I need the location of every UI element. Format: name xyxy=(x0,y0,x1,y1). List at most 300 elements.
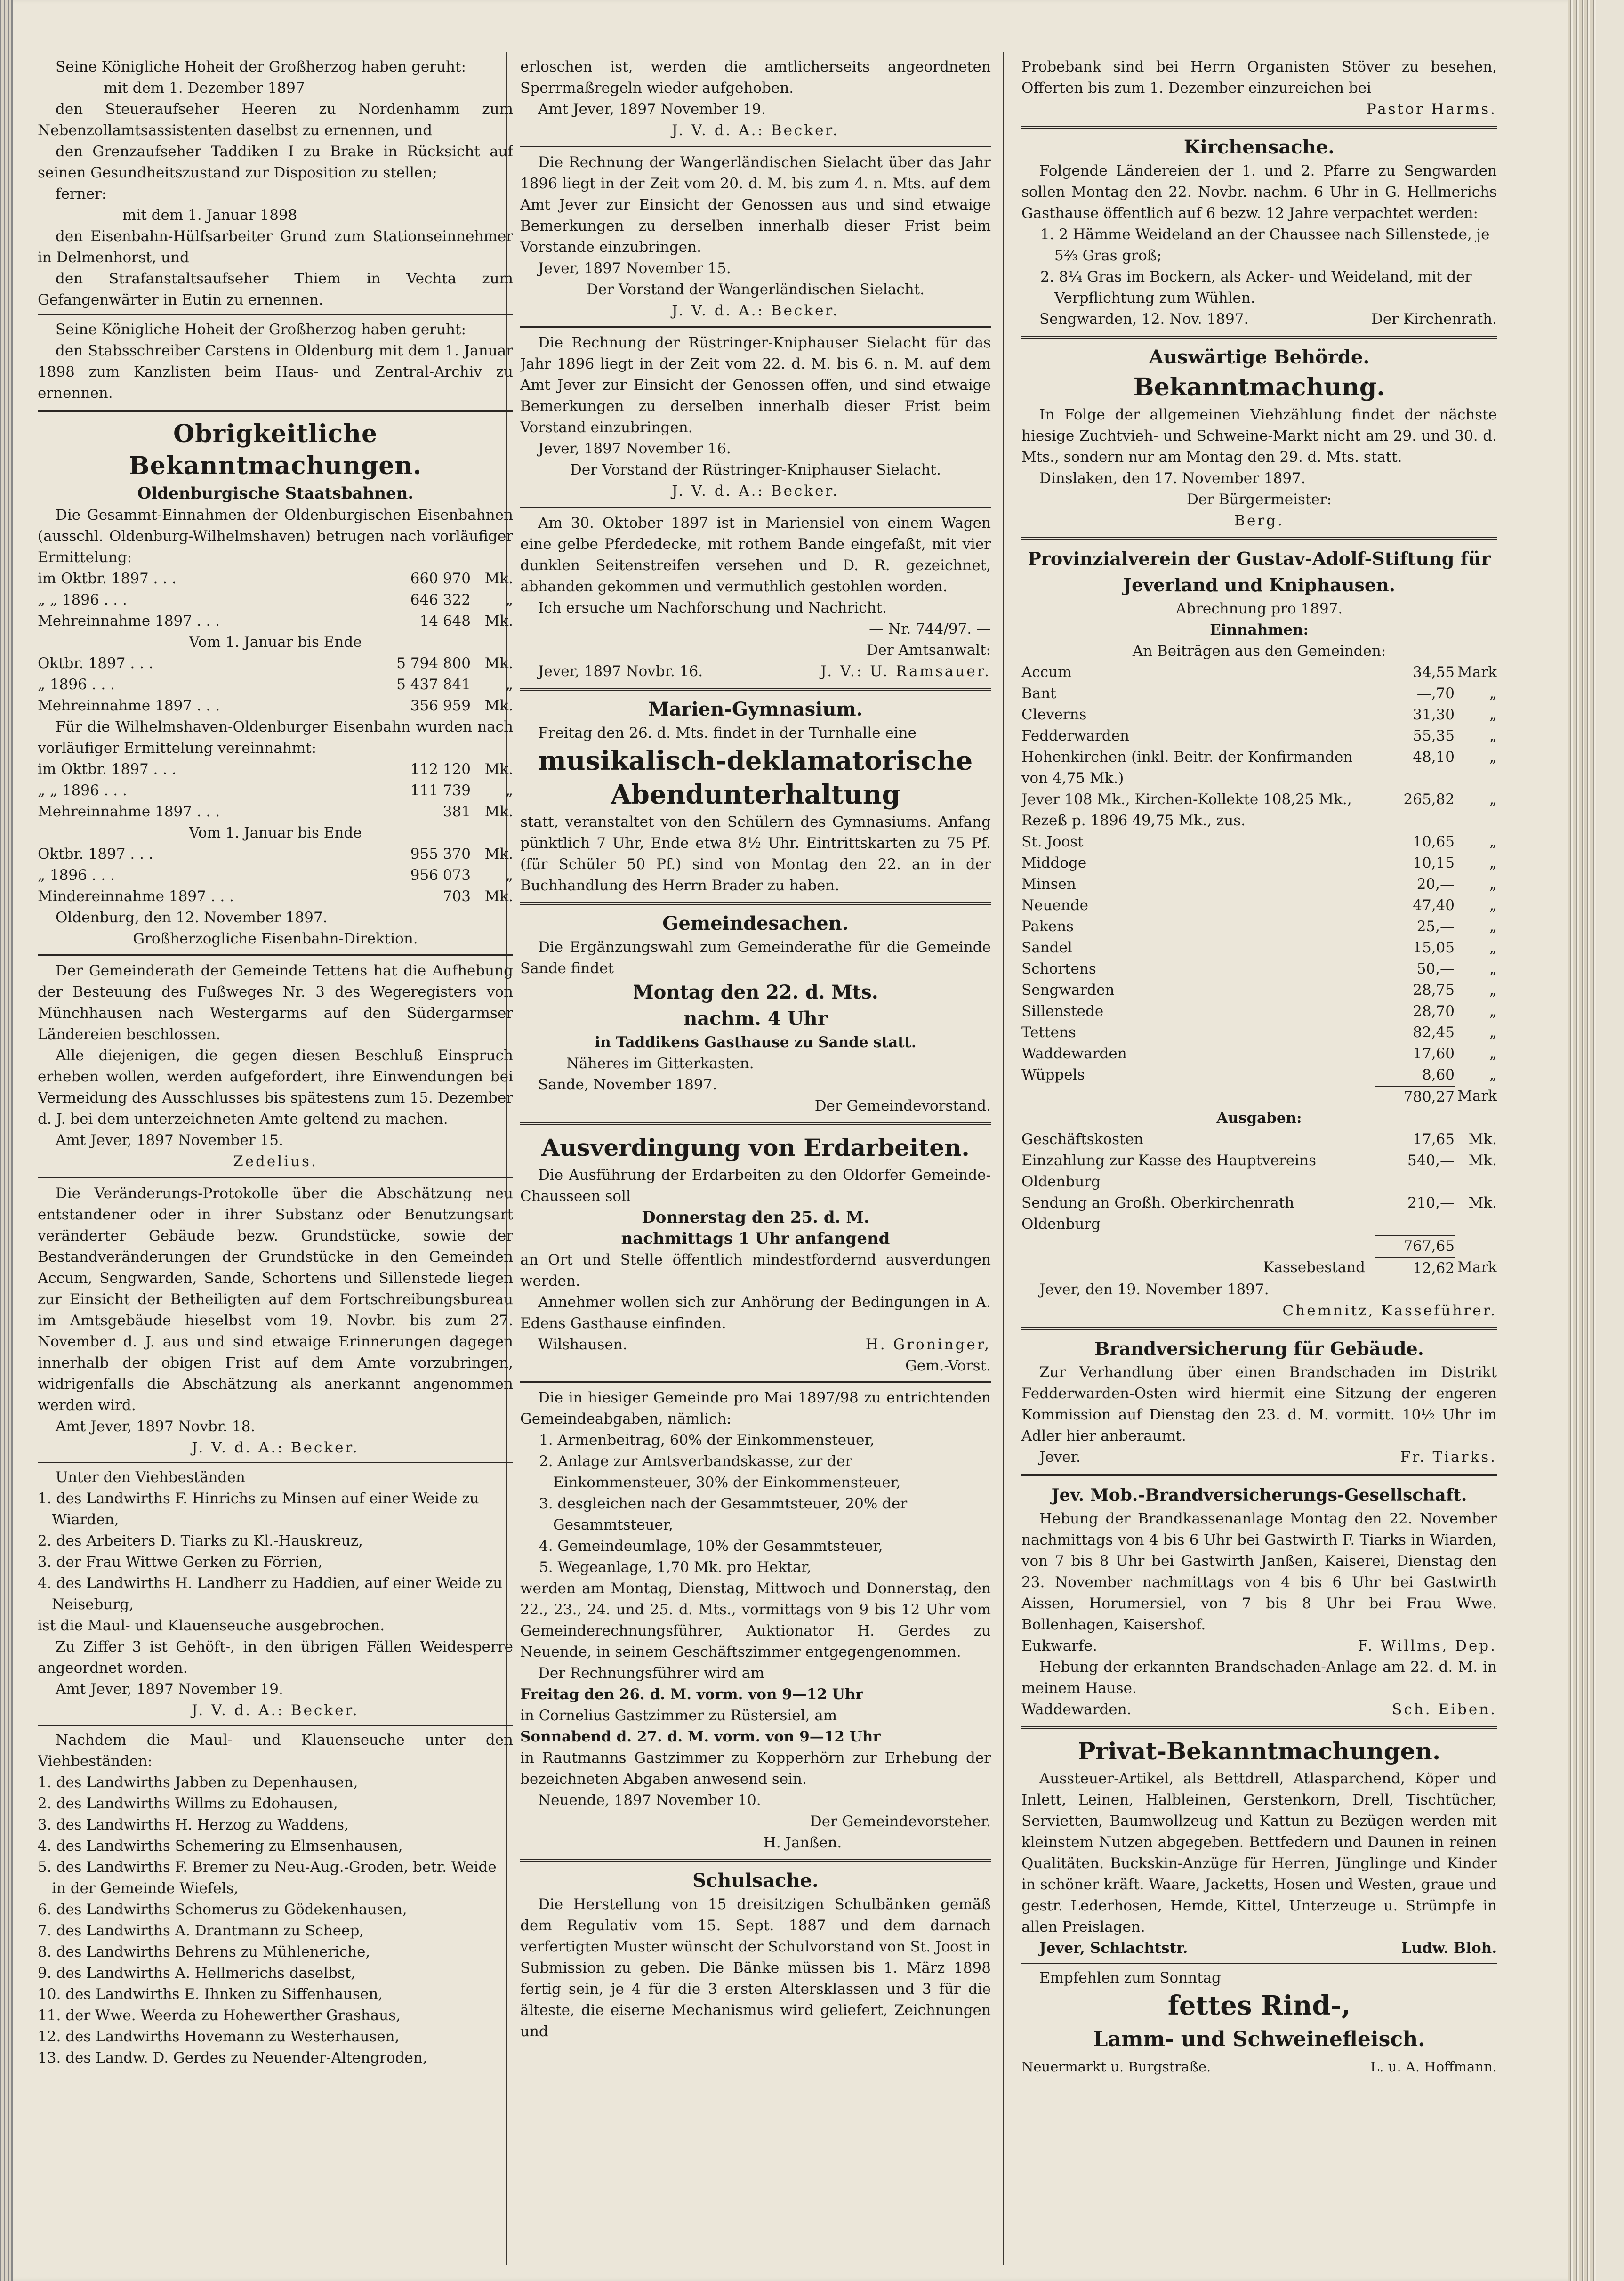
notice-text: Hebung der erkannten Brandschaden-Anlage am 22. d. M. in meinem Hause. xyxy=(1021,1659,1497,1697)
income-row-unit: „ xyxy=(1489,982,1497,999)
divider xyxy=(1021,1474,1497,1476)
section-subtitle: Oldenburgische Staatsbahnen. xyxy=(137,484,414,503)
notice-text: Folgende Ländereien der 1. und 2. Pfarre zu Sengwarden sollen Montag den 22. Novbr. nachm. 6 Uhr in G. Hellmerichs Gasthause öffentlich auf 6 bezw. 12 Jahre verpachtet werden: xyxy=(1021,162,1497,222)
table-cell: Mindereinnahme 1897 . . . xyxy=(38,888,234,905)
notice-auswaertige xyxy=(1021,344,1497,532)
table-cell: Mehreinnahme 1897 . . . xyxy=(38,697,220,714)
notice-gemeindeabgaben xyxy=(520,1387,991,1854)
table-cell: 646 322 xyxy=(410,591,471,608)
ad-headline: Abendunterhaltung xyxy=(611,779,900,810)
cash-balance-row xyxy=(1021,1257,1497,1279)
income-row-label: Sandel xyxy=(1021,939,1072,956)
notice-place: Jever. xyxy=(1039,1449,1081,1466)
section-title: Privat-Bekanntmachungen. xyxy=(1077,1737,1441,1765)
divider xyxy=(38,954,513,956)
ad-address: Neuermarkt u. Burgstraße. xyxy=(1021,2059,1211,2075)
ad-headline: musikalisch-deklamatorische xyxy=(538,745,973,776)
notice-tettens xyxy=(38,960,513,1172)
section-title: Obrigkeitliche Bekanntmachungen. xyxy=(129,419,422,480)
divider xyxy=(38,314,513,315)
notice-signature: J. V.: U. Ramsauer. xyxy=(820,663,991,680)
divider xyxy=(38,1725,513,1726)
notice-schulsache xyxy=(520,1868,991,2042)
ad-time-bold: nachmittags 1 Uhr anfangend xyxy=(621,1229,890,1248)
revenue-table-2 xyxy=(38,653,513,717)
section-headline: Bekanntmachung. xyxy=(1133,373,1385,402)
ad-gymnasium xyxy=(520,696,991,896)
table-cell: 5 437 841 xyxy=(396,676,471,693)
notice-text: Die Rechnung der Wangerländischen Sielacht über das Jahr 1896 liegt in der Zeit vom 20. d. M. bis zum 4. n. Mts. auf dem Amt Jever zur Einsicht der Genossen aus und sind etwaige Bemerkungen zu derselben innerhalb dieser Frist beim Vorstande einzubringen. xyxy=(520,154,991,256)
table-cell: Mk. xyxy=(484,697,513,714)
list-item: 7. des Landwirths A. Drantmann zu Scheep, xyxy=(38,1922,364,1939)
notice-text: den Stabsschreiber Carstens in Oldenburg mit dem 1. Januar 1898 zum Kanzlisten beim Haus- und Zentral-Archiv zu ernennen. xyxy=(38,342,513,402)
section-title: Jev. Mob.-Brandversicherungs-Gesellschaft. xyxy=(1051,1485,1467,1505)
notice-pferdedecke xyxy=(520,513,991,682)
notice-signature: Der Gemeindevorsteher. xyxy=(810,1813,991,1830)
section-title: Auswärtige Behörde. xyxy=(1149,346,1370,368)
table-cell: Mk. xyxy=(484,888,513,905)
expense-row-label: Sendung an Großh. Oberkirchenrath Oldenburg xyxy=(1021,1194,1294,1233)
list-item: 1. des Landwirths F. Hinrichs zu Minsen auf einer Weide zu Wiarden, xyxy=(38,1490,479,1528)
income-total-unit: Mark xyxy=(1457,1088,1497,1104)
ad-signature: Ludw. Bloh. xyxy=(1401,1940,1497,1957)
income-row-label: Middoge xyxy=(1021,854,1087,871)
income-row-label: Cleverns xyxy=(1021,706,1087,723)
notice-footer xyxy=(1021,1636,1497,1657)
notice-signature: Großherzogliche Eisenbahn-Direktion. xyxy=(133,930,418,947)
divider xyxy=(1021,1726,1497,1729)
ad-place: Wilshausen. xyxy=(538,1336,627,1353)
list-item: 2. 8¼ Gras im Bockern, als Acker- und Weideland, mit der Verpflichtung zum Wühlen. xyxy=(1040,268,1472,306)
notice-text: Zur Verhandlung über einen Brandschaden im Distrikt Fedderwarden-Osten wird hiermit eine Sitzung der engeren Kommission auf Dienstag den 23. d. M. vormitt. 10½ Uhr im Adler hier anberaumt. xyxy=(1021,1364,1497,1444)
table-cell: „ 1896 . . . xyxy=(38,867,115,884)
income-row-unit: „ xyxy=(1489,749,1497,766)
divider xyxy=(38,1177,513,1178)
notice-date: Sande, November 1897. xyxy=(538,1076,717,1093)
notice-text: Zu Ziffer 3 ist Gehöft-, in den übrigen Fällen Weidesperre angeordnet worden. xyxy=(38,1638,513,1676)
income-row-label: Neuende xyxy=(1021,897,1088,914)
notice-date: Amt Jever, 1897 November 15. xyxy=(56,1132,283,1149)
income-row-label: Fedderwarden xyxy=(1021,727,1130,744)
notice-text: den Grenzaufseher Taddiken I zu Brake in Rücksicht auf seinen Gesundheitszustand zur Disposition zu stellen; xyxy=(38,143,513,181)
expense-table xyxy=(1021,1129,1497,1235)
notice-text: Nachdem die Maul- und Klauenseuche unter den Viehbeständen: xyxy=(38,1732,513,1770)
income-row-unit: „ xyxy=(1489,876,1497,893)
income-row-amt: 48,10 xyxy=(1413,749,1455,766)
income-row-unit: „ xyxy=(1489,918,1497,935)
notice-text: Für die Wilhelmshaven-Oldenburger Eisenbahn wurden nach vorläufiger Ermittelung vereinnahmt: xyxy=(38,718,513,757)
section-title: Provinzialverein der Gustav-Adolf-Stiftung für Jeverland und Kniphausen. xyxy=(1028,548,1491,596)
divider xyxy=(520,902,991,905)
notice-text: ist die Maul- und Klauenseuche ausgebrochen. xyxy=(38,1617,385,1634)
list-item: 11. der Wwe. Weerda zu Hohewerther Grashaus, xyxy=(38,2007,401,2024)
notice-mobiliar xyxy=(1021,1482,1497,1720)
income-row-unit: „ xyxy=(1489,854,1497,871)
income-row-amt: 28,70 xyxy=(1413,1003,1455,1020)
section-privat xyxy=(1021,1734,1497,2078)
notice-date-line: mit dem 1. Januar 1898 xyxy=(122,207,297,224)
income-row-amt: 25,— xyxy=(1416,918,1455,935)
list-item: 2. Anlage zur Amtsverbandskasse, zur der Einkommensteuer, 30% der Einkommensteuer, xyxy=(539,1453,901,1491)
notice-footer xyxy=(1021,1699,1497,1720)
table-cell: Mk. xyxy=(484,803,513,820)
notice-text: Die Ergänzungswahl zum Gemeinderathe für die Gemeinde Sande findet xyxy=(520,939,991,977)
cash-balance-value: 12,62 xyxy=(1375,1257,1455,1279)
list-item: 4. des Landwirths H. Landherr zu Haddien, auf einer Weide zu Neiseburg, xyxy=(38,1575,503,1613)
list-item: 2. des Arbeiters D. Tiarks zu Kl.-Hauskreuz, xyxy=(38,1532,363,1549)
notice-role: Der Amtsanwalt: xyxy=(866,642,991,659)
table-cell: im Oktbr. 1897 . . . xyxy=(38,570,177,587)
notice-date: Dinslaken, den 17. November 1897. xyxy=(1039,470,1306,487)
section-obrigkeitliche xyxy=(38,418,513,950)
ad-place: Jever, Schlachtstr. xyxy=(1039,1940,1188,1957)
ad-text: Freitag den 26. d. Mts. findet in der Turnhalle eine xyxy=(538,725,917,742)
notice-signature: J. V. d. A.: Becker. xyxy=(672,122,839,139)
list-item: 8. des Landwirths Behrens zu Mühleneriche, xyxy=(38,1943,370,1960)
notice-text: werden am Montag, Dienstag, Mittwoch und Donnerstag, den 22., 23., 24. und 25. d. Mts., vormittags von 9 bis 12 Uhr vom Gemeinderechnungsführer, Auktionator H. Gerdes zu Neuende, in seinem Geschäftszimmer entgegengenommen. xyxy=(520,1580,991,1660)
notice-signature: Der Kirchenrath. xyxy=(1371,311,1497,328)
income-row-amt: 55,35 xyxy=(1413,727,1455,744)
list-item: 3. der Frau Wittwe Gerken zu Förrien, xyxy=(38,1554,323,1571)
section-title: Brandversicherung für Gebäude. xyxy=(1094,1338,1424,1359)
divider xyxy=(520,1381,991,1383)
expense-row-label: Geschäftskosten xyxy=(1021,1131,1143,1148)
ad-signature: H. Groninger, xyxy=(865,1336,991,1353)
notice-time-bold: nachm. 4 Uhr xyxy=(683,1008,828,1030)
divider xyxy=(1021,1963,1497,1964)
section-title: Schulsache. xyxy=(692,1870,819,1892)
expense-row-amt: 17,65 xyxy=(1413,1131,1455,1148)
table-cell: 955 370 xyxy=(410,846,471,862)
notice-hoheit-1 xyxy=(38,56,513,311)
expense-sum-row xyxy=(1021,1235,1497,1257)
column-rule-2 xyxy=(1003,52,1004,2265)
income-row-amt: 10,65 xyxy=(1413,833,1455,850)
income-row-amt: 17,60 xyxy=(1413,1045,1455,1062)
notice-signature: Chemnitz, Kasseführer. xyxy=(1282,1302,1497,1319)
notice-date: Amt Jever, 1897 November 19. xyxy=(56,1681,283,1698)
income-row-amt: 34,55 xyxy=(1413,664,1455,681)
notice-date: Jever, 1897 November 16. xyxy=(538,440,731,457)
table-cell: 703 xyxy=(442,888,471,905)
income-total xyxy=(1021,1086,1497,1108)
notice-text: Näheres im Gitterkasten. xyxy=(566,1055,754,1072)
cash-balance-unit: Mark xyxy=(1457,1259,1497,1276)
notice-signature: Der Vorstand der Rüstringer-Kniphauser Sielacht. xyxy=(570,461,941,478)
notice-footer xyxy=(520,661,991,682)
column-3 xyxy=(1021,56,1497,2260)
ad-headline: Lamm- und Schweinefleisch. xyxy=(1093,2027,1425,2051)
expense-sum-value: 767,65 xyxy=(1375,1235,1455,1257)
notice-text: Die Gesammt-Einnahmen der Oldenburgischen Eisenbahnen (ausschl. Oldenburg-Wilhelmshaven) betrugen nach vorläufiger Ermittelung: xyxy=(38,507,513,566)
notice-text: Die in hiesiger Gemeinde pro Mai 1897/98 zu entrichtenden Gemeindeabgaben, nämlich: xyxy=(520,1389,991,1427)
notice-text: Der Gemeinderath der Gemeinde Tettens hat die Aufhebung der Besteuung des Fußweges Nr. 3 des Wegeregisters von Münchhausen nach Westergarms auf den Südergarmser Ländereien beschlossen. xyxy=(38,962,513,1043)
ad-footer xyxy=(1021,1938,1497,1959)
ad-signature-role: Gem.-Vorst. xyxy=(905,1357,991,1374)
notice-text: In Folge der allgemeinen Viehzählung findet der nächste hiesige Zuchtvieh- und Schweine-Markt nicht am 29. und 30. d. Mts., sondern nur am Montag den 29. d. Mts. statt. xyxy=(1021,406,1497,466)
notice-probebank xyxy=(1021,56,1497,120)
table-cell: 112 120 xyxy=(410,761,471,778)
income-heading: Einnahmen: xyxy=(1210,621,1309,638)
ad-text: Annehmer wollen sich zur Anhörung der Bedingungen in A. Edens Gasthause einfinden. xyxy=(520,1294,991,1332)
notice-date: Oldenburg, den 12. November 1897. xyxy=(56,909,328,926)
notice-signature: J. V. d. A.: Becker. xyxy=(672,302,839,319)
ad-title: Marien-Gymnasium. xyxy=(648,698,863,720)
ad-text: an Ort und Stelle öffentlich mindestfordernd ausverdungen werden. xyxy=(520,1251,991,1290)
notice-signature: Der Vorstand der Wangerländischen Sielacht. xyxy=(587,281,925,298)
notice-date-bold: Freitag den 26. d. M. vorm. von 9—12 Uhr xyxy=(520,1686,863,1703)
notice-text: Die Herstellung von 15 dreisitzigen Schulbänken gemäß dem Regulativ vom 15. Sept. 1887 und dem darnach verfertigten Muster wünscht der Schulvorstand von St. Joost in Submission zu geben. Die Bänke müssen bis 1. März 1898 fertig sein, je 4 für die 3 ersten Altersklassen und 3 für die älteste, die eiserne Mechanismus wird geliefert, Zeichnungen und xyxy=(520,1896,991,2040)
income-row-amt: 50,— xyxy=(1416,960,1455,977)
notice-text: Der Rechnungsführer wird am xyxy=(538,1665,764,1682)
notice-hoheit-2 xyxy=(38,319,513,404)
income-row-amt: 10,15 xyxy=(1413,854,1455,871)
list-item: 5. des Landwirths F. Bremer zu Neu-Aug.-Groden, betr. Weide in der Gemeinde Wiefels, xyxy=(38,1859,497,1897)
income-row-label: St. Joost xyxy=(1021,833,1084,850)
notice-signature: Berg. xyxy=(1234,512,1284,529)
table-cell: 660 970 xyxy=(410,570,471,587)
list-item: 1. des Landwirths Jabben zu Depenhausen, xyxy=(38,1774,358,1791)
notice-text: den Strafanstaltsaufseher Thiem in Vechta zum Gefangenwärter in Eutin zu ernennen. xyxy=(38,270,513,308)
income-row-amt: 28,75 xyxy=(1413,982,1455,999)
income-row-amt: 82,45 xyxy=(1413,1024,1455,1041)
table-cell: 356 959 xyxy=(410,697,471,714)
income-row-amt: —,70 xyxy=(1416,685,1455,702)
table-cell: 14 648 xyxy=(419,613,471,629)
expense-row-unit: Mk. xyxy=(1468,1131,1497,1148)
income-row-label: Accum xyxy=(1021,664,1072,681)
notice-text: ferner: xyxy=(56,185,107,202)
table-cell: Mk. xyxy=(484,613,513,629)
list-item: 9. des Landwirths A. Hellmerichs daselbst, xyxy=(38,1965,356,1982)
notice-date: Neuende, 1897 November 10. xyxy=(538,1792,761,1809)
income-total-value: 780,27 xyxy=(1375,1086,1455,1108)
table-cell: Oktbr. 1897 . . . xyxy=(38,655,153,672)
notice-text: Ich ersuche um Nachforschung und Nachricht. xyxy=(538,599,887,616)
income-row-unit: „ xyxy=(1489,1024,1497,1041)
income-row-amt: 20,— xyxy=(1416,876,1455,893)
right-page-edge xyxy=(1568,0,1596,2281)
divider xyxy=(1021,336,1497,339)
income-row-unit: „ xyxy=(1489,1045,1497,1062)
notice-signature: Sch. Eiben. xyxy=(1392,1701,1497,1718)
notice-place: Waddewarden. xyxy=(1021,1701,1132,1718)
income-row-label: Tettens xyxy=(1021,1024,1076,1041)
income-row-unit: „ xyxy=(1489,791,1497,808)
income-row-amt: 31,30 xyxy=(1413,706,1455,723)
notice-date: Amt Jever, 1897 Novbr. 18. xyxy=(56,1418,256,1435)
notice-signature: J. V. d. A.: Becker. xyxy=(192,1702,359,1719)
income-subheading: An Beiträgen aus den Gemeinden: xyxy=(1132,643,1386,660)
notice-signature: Fr. Tiarks. xyxy=(1400,1449,1497,1466)
notice-text: Seine Königliche Hoheit der Großherzog haben geruht: xyxy=(56,58,466,75)
notice-text: Seine Königliche Hoheit der Großherzog haben geruht: xyxy=(56,321,466,338)
income-row-unit: „ xyxy=(1489,706,1497,723)
divider xyxy=(1021,126,1497,129)
ad-erdarbeiten xyxy=(520,1131,991,1377)
notice-date-line: mit dem 1. Dezember 1897 xyxy=(104,80,305,97)
table-cell: Mehreinnahme 1897 . . . xyxy=(38,803,220,820)
divider xyxy=(520,146,991,147)
ad-text: Aussteuer-Artikel, als Bettdrell, Atlasparchend, Köper und Inlett, Leinen, Halbleinen, Gerstenkorn, Drell, Tischtücher, Servietten, Baumwollzeug und Kattun zu Bezügen werden mit kleinstem Nutzen abgegeben. Bettfedern und Daunen in reinen Qualitäten. Buckskin-Anzüge für Herren, Jünglinge und Kinder in schöner kräft. Waare, Jacketts, Hosen und Westen, graue und gestr. Lederhosen, Hemde, Kittel, Unterzeuge u. Strümpfe in allen Preislagen. xyxy=(1021,1770,1497,1935)
table-cell: „ 1896 . . . xyxy=(38,676,115,693)
notice-number: — Nr. 744/97. — xyxy=(869,621,991,637)
list-item: 6. des Landwirths Schomerus zu Gödekenhausen, xyxy=(38,1901,407,1918)
notice-date: Jever, 1897 November 15. xyxy=(538,260,731,277)
table-cell: Mk. xyxy=(484,655,513,672)
income-row-amt: 15,05 xyxy=(1413,939,1455,956)
expense-row-label: Einzahlung zur Kasse des Hauptvereins Oldenburg xyxy=(1021,1152,1317,1190)
notice-text: Die Veränderungs-Protokolle über die Abschätzung neu entstandener oder in ihrer Substanz oder Benutzungsart veränderter Gebäude bezw. Grundstücke, sowie der Bestandveränderungen der Grundstücke in den Gemeinden Accum, Sengwarden, Sande, Schortens und Sillenstede liegen zur Einsicht der Betheiligten auf dem Fortschreibungsbureau im Amtsgebäude hieselbst vom 19. Novbr. bis zum 27. November d. J. aus und sind etwaige Erinnerungen dagegen innerhalb der obigen Frist auf dem Amte vorzubringen, widrigenfalls die Abschätzung als anerkannt angenommen werden wird. xyxy=(38,1185,513,1414)
section-title: Gemeindesachen. xyxy=(662,912,849,935)
ad-footer xyxy=(520,1334,991,1355)
notice-seuche-2 xyxy=(38,1730,513,2069)
notice-text: Probebank sind bei Herrn Organisten Stöver zu besehen, Offerten bis zum 1. Dezember einzureichen bei xyxy=(1021,58,1497,97)
income-table xyxy=(1021,662,1497,1086)
table-cell: Mk. xyxy=(484,761,513,778)
income-row-unit: „ xyxy=(1489,960,1497,977)
income-row-amt: 47,40 xyxy=(1413,897,1455,914)
cash-balance-label: Kassebestand xyxy=(1263,1259,1365,1276)
notice-place-bold: in Taddikens Gasthause zu Sande statt. xyxy=(595,1034,917,1051)
income-row-label: Bant xyxy=(1021,685,1056,702)
notice-signature: J. V. d. A.: Becker. xyxy=(192,1439,359,1456)
notice-text: den Steueraufseher Heeren zu Nordenhamm zum Nebenzollamtsassistenten daselbst zu ernennen, und xyxy=(38,101,513,139)
notice-ruestringen xyxy=(520,332,991,502)
ad-title: Ausverdingung von Erdarbeiten. xyxy=(541,1134,970,1161)
table-cell: „ „ 1896 . . . xyxy=(38,782,127,799)
list-item: 3. desgleichen nach der Gesammtsteuer, 20% der Gesammtsteuer, xyxy=(539,1495,908,1533)
notice-signature: H. Janßen. xyxy=(763,1834,842,1851)
revenue-table-3 xyxy=(38,759,513,822)
column-2 xyxy=(520,56,991,2260)
notice-signature: J. V. d. A.: Becker. xyxy=(672,483,839,500)
income-row-unit: „ xyxy=(1489,1003,1497,1020)
notice-text: Die Rechnung der Rüstringer-Kniphauser Sielacht für das Jahr 1896 liegt in der Zeit vom 22. d. M. bis 6. n. M. auf dem Amt Jever zur Einsicht der Genossen offen, und sind etwaige Bemerkungen zu derselben innerhalb dieser Frist beim Vorstand einzubringen. xyxy=(520,334,991,436)
divider xyxy=(520,507,991,508)
income-row-label: Sengwarden xyxy=(1021,982,1115,999)
notice-text: in Rautmanns Gastzimmer zu Kopperhörn zur Erhebung der bezeichneten Abgaben anwesend sein. xyxy=(520,1749,991,1788)
ad-text: statt, veranstaltet von den Schülern des Gymnasiums. Anfang pünktlich 7 Uhr, Ende etwa 8½ Uhr. Eintrittskarten zu 75 Pf. (für Schüler 50 Pf.) sind von Montag den 22. an in der Buchhandlung des Herrn Brader zu haben. xyxy=(520,814,991,894)
divider xyxy=(520,1859,991,1862)
left-page-edge xyxy=(0,0,13,2281)
notice-gustav-adolf xyxy=(1021,546,1497,1322)
list-item: 5. Wegeanlage, 1,70 Mk. pro Hektar, xyxy=(539,1559,812,1576)
income-row-unit: Mark xyxy=(1457,664,1497,681)
ad-date-bold: Donnerstag den 25. d. M. xyxy=(642,1208,869,1227)
notice-kirchensache xyxy=(1021,134,1497,330)
notice-text: Unter den Viehbeständen xyxy=(56,1469,245,1486)
income-row-label: Pakens xyxy=(1021,918,1074,935)
table-cell: „ xyxy=(505,591,513,608)
table-cell: Mk. xyxy=(484,846,513,862)
list-item: 4. des Landwirths Schemering zu Elmsenhausen, xyxy=(38,1838,403,1854)
table-cell: „ xyxy=(505,676,513,693)
notice-text: Hebung der Brandkassenanlage Montag den 22. November nachmittags von 4 bis 6 Uhr bei Gastwirth F. Tiarks in Wiarden, von 7 bis 8 Uhr bei Gastwirth Janßen, Kaiserei, Dienstag den 23. November nachmittags von 4 bis 6 Uhr bei Gastwirth Aissen, Horumersiel, von 7 bis 8 Uhr bei Frau Wwe. Bollenhagen, Kaisershof. xyxy=(1021,1510,1497,1633)
expense-row-amt: 210,— xyxy=(1407,1194,1455,1211)
table-cell: „ „ 1896 . . . xyxy=(38,591,127,608)
notice-text: in Cornelius Gastzimmer zu Rüstersiel, am xyxy=(520,1707,837,1724)
income-row-label: Waddewarden xyxy=(1021,1045,1127,1062)
notice-sperre-end xyxy=(520,56,991,141)
table-cell: 5 794 800 xyxy=(396,655,471,672)
income-row-unit: „ xyxy=(1489,833,1497,850)
table-cell: 956 073 xyxy=(410,867,471,884)
ad-text: Die Ausführung der Erdarbeiten zu den Oldorfer Gemeinde-Chausseen soll xyxy=(520,1167,991,1205)
notice-text: Vom 1. Januar bis Ende xyxy=(189,634,362,651)
notice-signature: F. Willms, Dep. xyxy=(1358,1637,1497,1654)
notice-signature: Der Gemeindevorstand. xyxy=(814,1097,991,1114)
list-item: 10. des Landwirths E. Ihnken zu Siffenhausen, xyxy=(38,1986,383,2003)
revenue-table-1 xyxy=(38,568,513,632)
table-cell: 381 xyxy=(442,803,471,820)
ad-signature: L. u. A. Hoffmann. xyxy=(1370,2059,1497,2075)
income-row-label: Minsen xyxy=(1021,876,1076,893)
notice-wangerland xyxy=(520,152,991,322)
revenue-table-4 xyxy=(38,844,513,907)
section-subtitle: Abrechnung pro 1897. xyxy=(1175,600,1343,617)
notice-gemeindesachen xyxy=(520,911,991,1117)
notice-signature: Zedelius. xyxy=(233,1153,318,1170)
income-row-amt: 265,82 xyxy=(1403,791,1455,808)
income-row-unit: „ xyxy=(1489,939,1497,956)
notice-date: Jever, den 19. November 1897. xyxy=(1039,1281,1269,1298)
divider xyxy=(520,326,991,328)
notice-seuche-1 xyxy=(38,1467,513,1721)
income-row-label: Sillenstede xyxy=(1021,1003,1104,1020)
notice-brandversicherung xyxy=(1021,1336,1497,1468)
divider xyxy=(38,410,513,412)
list-item: 12. des Landwirths Hovemann zu Westerhausen, xyxy=(38,2028,400,2045)
income-row-unit: „ xyxy=(1489,897,1497,914)
notice-protokolle xyxy=(38,1183,513,1459)
notice-date: Amt Jever, 1897 November 19. xyxy=(538,101,766,118)
income-row-unit: „ xyxy=(1489,727,1497,744)
notice-role: Der Bürgermeister: xyxy=(1186,491,1332,508)
income-row-label: Schortens xyxy=(1021,960,1096,977)
list-item: 2. des Landwirths Willms zu Edohausen, xyxy=(38,1795,338,1812)
notice-text: Alle diejenigen, die gegen diesen Beschluß Einspruch erheben wollen, werden aufgefordert, ihre Einwendungen bei Vermeidung des Ausschlusses bis spätestens zum 15. Dezember d. J. bei dem unterzeichneten Amte geltend zu machen. xyxy=(38,1047,513,1128)
notice-signature: Pastor Harms. xyxy=(1366,101,1497,118)
notice-footer xyxy=(1021,1447,1497,1468)
expense-row-unit: Mk. xyxy=(1468,1152,1497,1169)
notice-date-bold: Sonnabend d. 27. d. M. vorm. von 9—12 Uhr xyxy=(520,1728,881,1745)
notice-date: Sengwarden, 12. Nov. 1897. xyxy=(1039,311,1249,328)
ad-headline: fettes Rind-, xyxy=(1167,1990,1351,2021)
notice-text: erloschen ist, werden die amtlicherseits angeordneten Sperrmaßregeln wieder aufgehoben. xyxy=(520,58,991,97)
notice-footer xyxy=(1021,309,1497,330)
ad-footer xyxy=(1021,2056,1497,2078)
column-1 xyxy=(38,56,513,2260)
table-cell: Oktbr. 1897 . . . xyxy=(38,846,153,862)
notice-date-bold: Montag den 22. d. Mts. xyxy=(633,981,878,1003)
income-row-unit: „ xyxy=(1489,1066,1497,1083)
expense-row-unit: Mk. xyxy=(1468,1194,1497,1211)
list-item: 13. des Landw. D. Gerdes zu Neuender-Altengroden, xyxy=(38,2049,427,2066)
expense-heading: Ausgaben: xyxy=(1216,1110,1302,1127)
section-title: Kirchensache. xyxy=(1183,136,1335,158)
table-cell: im Oktbr. 1897 . . . xyxy=(38,761,177,778)
income-row-label: Jever 108 Mk., Kirchen-Kollekte 108,25 Mk., Rezeß p. 1896 49,75 Mk., zus. xyxy=(1021,791,1352,829)
list-item: 1. Armenbeitrag, 60% der Einkommensteuer, xyxy=(539,1432,875,1449)
notice-text: den Eisenbahn-Hülfsarbeiter Grund zum Stationseinnehmer in Delmenhorst, und xyxy=(38,228,513,266)
income-row-amt: 8,60 xyxy=(1422,1066,1455,1083)
list-item: 3. des Landwirths H. Herzog zu Waddens, xyxy=(38,1816,349,1833)
divider xyxy=(1021,537,1497,540)
expense-row-amt: 540,— xyxy=(1407,1152,1455,1169)
income-row-label: Hohenkirchen (inkl. Beitr. der Konfirmanden von 4,75 Mk.) xyxy=(1021,749,1353,787)
notice-text: Am 30. Oktober 1897 ist in Mariensiel von einem Wagen eine gelbe Pferdedecke, mit rothem Bande eingefaßt, mit vier dunklen Seitenstreifen versehen und D. R. gezeichnet, abhanden gekommen und vermuthlich gestohlen worden. xyxy=(520,515,991,595)
